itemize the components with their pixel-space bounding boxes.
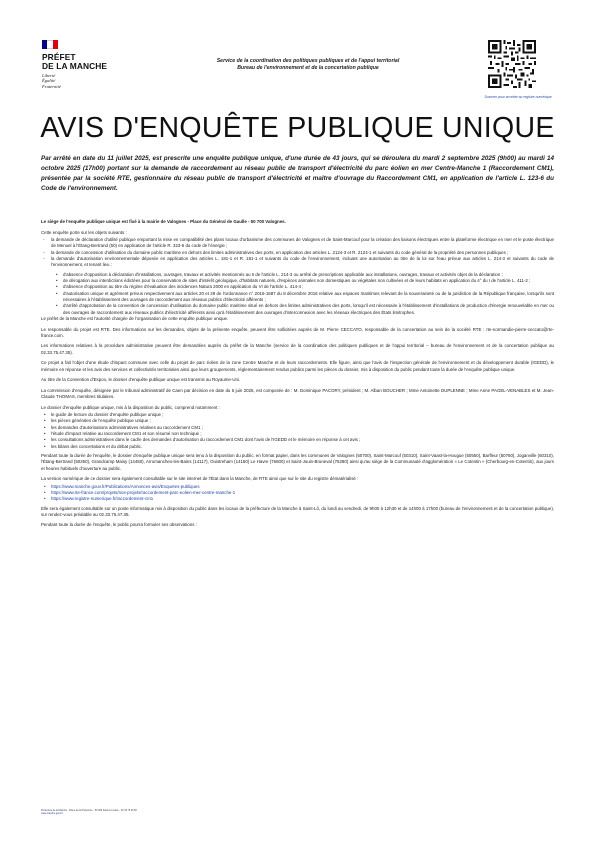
list-item: • le guide de lecture du dossier d'enquête publique unique ; — [41, 412, 554, 418]
notice-body — [41, 219, 554, 533]
list-item: - la demande d'autorisation environnementale déposée en application des articles L. 181-1 et R. 181-1 et suivants du code de l'environnement, incluant une autorisation au titre de la loi sur l'eau prévue aux articles L. 214-3 et suivants du code de l'environnement, et tenant lieu : — [41, 256, 554, 269]
list-item: • les demandes d'autorisations administratives relatives au raccordement CM1 ; — [41, 425, 554, 431]
consultation-paragraph: Pendant toute la durée de l'enquête, le dossier d'enquête publique unique sera tenu à la disposition du public, en format papier, dans les communes de Valognes (50700), Saint-Marcouf (50310), Saint-Vaast-la-Hougue (50550), Barfleur (50760), Joganville (50310), l'Étang-Bertrand (50260), Grandcamp Maisy (14450), Arromanches-les-Bains (14117), Ouistreham (14150) Le Havre (76600) et Saint-Jouin-Bruneval (76280) ainsi qu'au siège de la Communauté d'agglomération « Le Cotentin » (Cherbourg-en-Cotentin), aux jours et heures habituels d'ouverture au public. — [41, 452, 554, 471]
list-item: - la demande de déclaration d'utilité publique emportant la mise en compatibilité des plans locaux d'urbanisme des communes de Valognes et de Saint-Marcouf pour la création des liaisons électriques entre la plateforme électrique en mer et le poste électrique de Menuel à l'Étang-Bertrand (50) en application de l'article R. 323-6 du code de l'énergie ; — [41, 237, 554, 250]
list-item: • d'absence d'opposition au titre du régime d'évaluation des incidences Natura 2000 en application du VI de l'article L. 414-4 ; — [53, 284, 554, 290]
page-title: AVIS D'ENQUÊTE PUBLIQUE UNIQUE — [40, 112, 555, 144]
responsable-paragraph: Le responsable du projet est RTE. Des informations sur les demandes, objets de la présente enquête, peuvent être sollicitées auprès de M. Pierre CECCATO, responsable de la concertation au sein de la société RTE : rte-normandie-pierre-ceccato@rte-france.com. — [41, 326, 554, 338]
informations-paragraph: Les informations relatives à la procédure administrative peuvent être demandées auprès du préfet de la Manche (service de la coordination des politiques publiques et de l'appui territorial – bureau de l'environnement et de la concertation publique au 02.33.75.47.35). — [41, 343, 554, 355]
motto-egalite: Égalité — [42, 78, 56, 84]
french-flag-icon — [42, 40, 58, 49]
service-header — [158, 58, 458, 73]
link-rte-projet[interactable]: • https://www.rte-france.com/projets/nos-projets/raccordement-parc-eolien-mer-centre-manche-1 — [41, 490, 554, 496]
numerique-intro: La version numérique de ce dossier sera également consultable sur le site internet de l'État dans la Manche, de RTE ainsi que sur le site du registre dématérialisé : — [41, 476, 359, 482]
logo-line-2: DE LA MANCHE — [42, 60, 108, 71]
list-item: • les bilans des concertations et du débat public. — [41, 444, 554, 450]
qr-caption: Scanner pour accéder au registre numérique — [484, 95, 552, 99]
tenant-lieu-list — [53, 272, 554, 316]
footer-website-link[interactable]: www.manche.gouv.fr — [41, 812, 64, 816]
motto-liberte: Liberté — [42, 73, 56, 79]
dossier-intro: Le dossier d'enquête publique unique, mis à la disposition du public, comprend notamment : — [41, 404, 220, 410]
service-line-2: Bureau de l'environnement et de la concertation publique — [237, 65, 379, 72]
observations-paragraph: Pendant toute la durée de l'enquête, le public pourra formuler ses observations : — [41, 522, 197, 528]
lead-paragraph: Par arrêté en date du 11 juillet 2025, est prescrite une enquête publique unique, d'une durée de 43 jours, qui se déroulera du mardi 2 septembre 2025 (9h00) au mardi 14 octobre 2025 (17h00) portant sur la demande de raccordement au réseau public de transport d'électricité du parc éolien en mer Centre-Manche 1 (Raccordement CM1), présentée par la société RTE, gestionnaire du réseau public de transport d'électricité et maître d'ouvrage du Raccordement CM1, en application de l'article L. 123-6 du Code de l'environnement. — [41, 155, 554, 193]
list-item: • les consultations administratives dans le cadre des demandes d'autorisation du raccordement CM1 dont l'avis de l'IGEDD et le mémoire en réponse à cet avis ; — [41, 437, 554, 443]
list-item: • de dérogation aux interdictions édictées pour la conservation de sites d'intérêt géologique, d'habitats naturels, d'espèces animales non domestiques ou végétales non cultivées et de leurs habitats en application du 4° du I de l'article L. 411-2 ; — [53, 278, 554, 284]
list-item: • d'absence d'opposition à déclaration d'installations, ouvrages, travaux et activités mentionnés au II de l'article L. 214-3 ou arrêté de prescriptions applicable aux installations, ouvrages, travaux et activités objet de la déclaration ; — [53, 272, 554, 278]
commission-paragraph: La commission d'enquête, désignée par le tribunal administratif de Caen par décision en date du 5 juin 2025, est composée de : M. Dominique PACORY, président ; M. Alban BOUCHER ; Mme Antoinette DUPLENNE ; Mme Anne PAGEL-VENABLES et M. Jean-Claude THOMAS, membres titulaires. — [41, 387, 554, 400]
prefecture-logo — [42, 40, 122, 89]
links-list — [41, 484, 554, 503]
objets-list — [41, 237, 554, 269]
list-item: • les pièces générales de l'enquête publique unique ; — [41, 418, 554, 424]
link-registre-numerique[interactable]: • https://www.registre-numerique.fr/raccordement-cm1 — [41, 496, 554, 502]
objets-intro: Cette enquête porte sur les objets suivants : — [41, 229, 127, 235]
list-item: • d'autorisation unique et agrément prévus respectivement aux articles 20 et 28 de l'ordonnance n° 2016-1687 du 8 décembre 2016 relative aux espaces maritimes relevant de la souveraineté ou de la juridiction de la République française, lorsqu'ils sont nécessaires à l'établissement des ouvrages de raccordement aux réseaux publics d'électricité afférents ; — [53, 291, 554, 304]
motto-fraternite: Fraternité — [42, 83, 61, 89]
list-item: • d'arrêté d'approbation de la convention de concession d'utilisation du domaine public maritime situé en dehors des limites administratives des ports, lorsqu'il est nécessaire à l'établissement d'installations de production d'énergie renouvelable en mer ou des ouvrages de raccordement aux réseaux publics d'électricité afférents ainsi qu'à l'établissement des ouvrages d'interconnexion avec les réseaux électriques des États limitrophes. — [53, 303, 554, 316]
service-line-1: Service de la coordination des politiques publiques et de l'appui territorial — [216, 58, 400, 64]
logo-line-1: PRÉFET — [42, 52, 76, 62]
page-footer — [41, 809, 301, 816]
siege-paragraph: Le siège de l'enquête publique unique est fixé à la mairie de Valognes - Place du Général de Gaulle - 50 700 Valognes. — [41, 219, 286, 224]
poste-paragraph: Elle sera également consultable sur un poste informatique mis à disposition du public dans les locaux de la préfecture de la Manche à Saint-Lô, du lundi au vendredi, de 9h00 à 12h30 et de 14h00 à 17h00 (bureau de l'environnement et de la concertation publique), sur rendez-vous préalable au 02.33.75.47.35. — [41, 505, 554, 517]
autorite-paragraph: Le préfet de la Manche est l'autorité chargée de l'organisation de cette enquête publique unique. — [41, 316, 229, 321]
qr-code-icon[interactable] — [488, 40, 536, 88]
espoo-paragraph: Au titre de la Convention d'Espoo, le dossier d'enquête publique unique est transmis au Royaume-Uni. — [41, 377, 241, 383]
link-manche-gouv[interactable]: • https://www.manche.gouv.fr/Publications/Annonces-avis/Enquetes-publiques — [41, 484, 554, 490]
logo-motto — [42, 73, 122, 89]
dossier-list — [41, 412, 554, 450]
list-item: - la demande de concession d'utilisation du domaine public maritime en dehors des limites administratives des ports, en application des articles L. 2124-3 et R. 2124-1 et suivants du code général de la propriété des personnes publiques ; — [41, 250, 554, 256]
footer-address: Préfecture de la Manche - Place de la Préfecture - 50 009 Saint-Lô cedex - 02 33 75 49 50 — [41, 809, 137, 812]
list-item: • l'étude d'impact relative au raccordement CM1 et son résumé non technique ; — [41, 431, 554, 437]
etude-impact-paragraph: Ce projet a fait l'objet d'une étude d'impact commune avec celle du projet de parc éolien de la zone Centre Manche et de leurs raccordements. Elle figure, ainsi que l'avis de l'inspection générale de l'environnement et du développement durable (IGEDD), le mémoire en réponse et les avis des services et collectivités territoriales ainsi que leurs groupements, réglementairement rendus publics parmi les pièces du dossier, mis à disposition du public pendant toute la durée de l'enquête publique unique. — [41, 360, 554, 372]
